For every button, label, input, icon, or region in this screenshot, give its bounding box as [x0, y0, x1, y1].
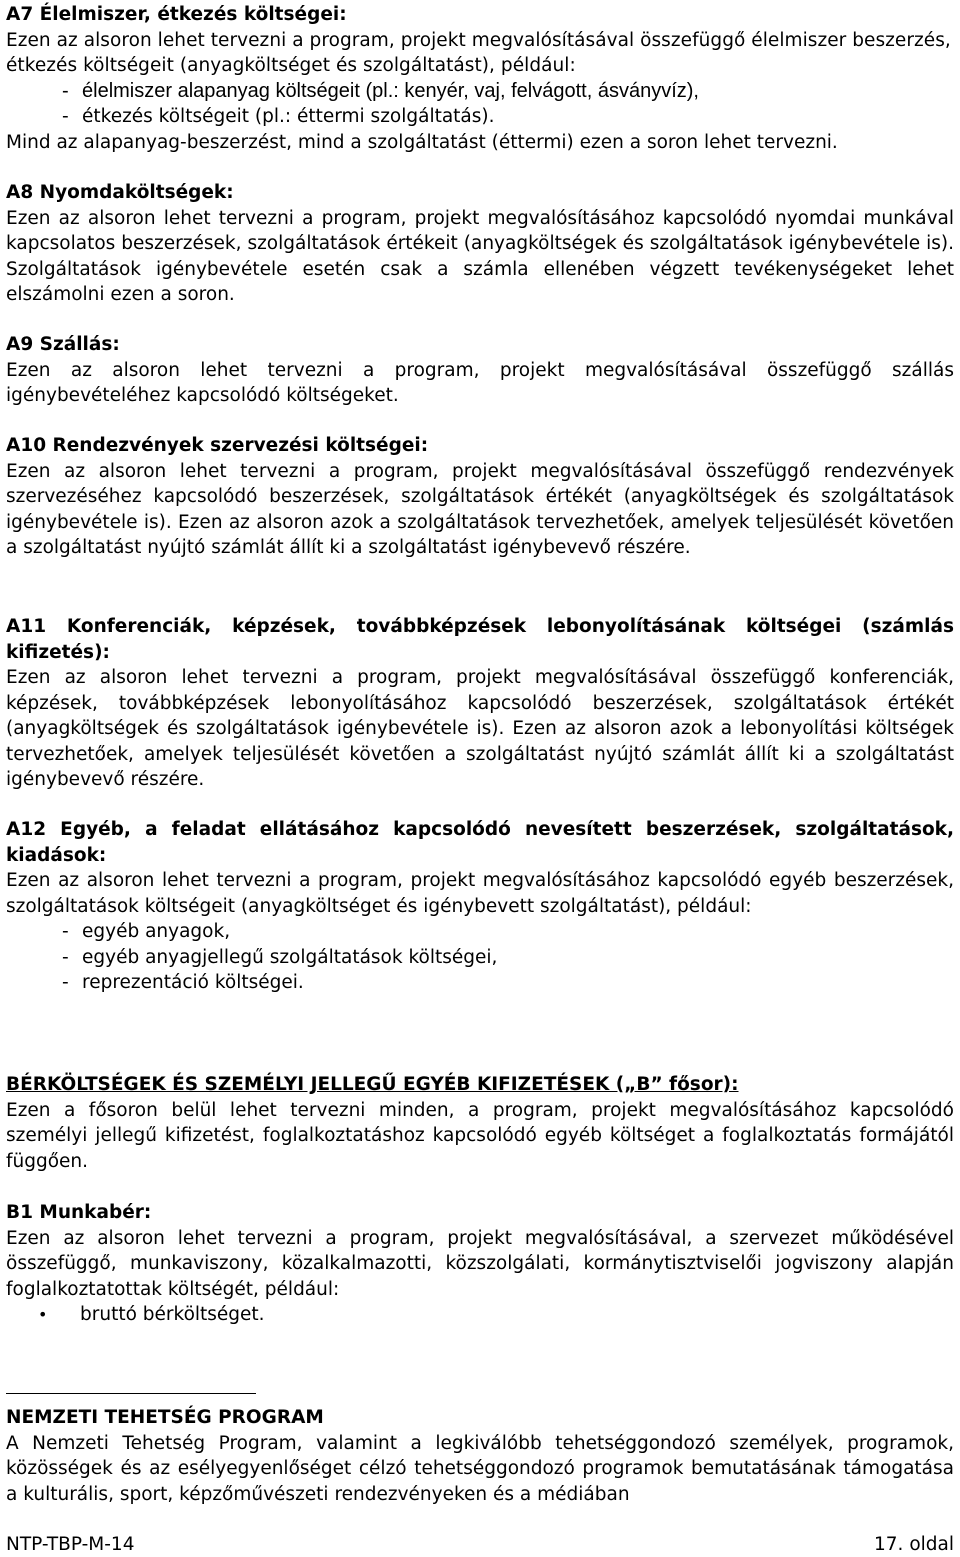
- section-b-title: BÉRKÖLTSÉGEK ÉS SZEMÉLYI JELLEGŰ EGYÉB KIFIZETÉSEK („B” fősor):: [6, 1074, 739, 1095]
- dash-marker: -: [62, 921, 69, 942]
- section-a9-paragraph: Ezen az alsoron lehet tervezni a program, projekt megvalósításával összefüggő szállás igénybevételéhez kapcsolódó költségeket.: [6, 359, 954, 406]
- footnote-divider: [6, 1393, 256, 1394]
- section-a12: [6, 817, 954, 996]
- section-b1: [6, 1200, 954, 1328]
- section-a7: [6, 2, 954, 155]
- dash-marker: -: [62, 79, 69, 102]
- section-b1-title: B1 Munkabér:: [6, 1202, 152, 1223]
- section-a9-title: A9 Szállás:: [6, 334, 120, 355]
- section-a8-title: A8 Nyomdaköltségek:: [6, 182, 234, 203]
- section-a7-title: A7 Élelmiszer, étkezés költségei:: [6, 4, 347, 25]
- section-a10-paragraph: Ezen az alsoron lehet tervezni a program, projekt megvalósításával összefüggő rendezvények szervezéséhez kapcsolódó beszerzések, szolgáltatások értékét (anyagköltségek és szolgáltatások igénybevétele is). Ezen az alsoron azok a szolgáltatások tervezhetőek, amelyek teljesülését követően a szolgáltatást nyújtó számlát állít ki a szolgáltatást igénybevevő részére.: [6, 460, 954, 558]
- list-item: [6, 79, 954, 105]
- list-item-text: bruttó bérköltséget.: [80, 1304, 265, 1325]
- footnote: [6, 1405, 954, 1507]
- section-a10-title: A10 Rendezvények szervezési költségei:: [6, 435, 429, 456]
- section-b: [6, 1072, 954, 1174]
- section-a11-title: A11 Konferenciák, képzések, továbbképzések lebonyolításának költségei (számlás kifizetés):: [6, 616, 954, 663]
- list-item-text: reprezentáció költségei.: [82, 972, 304, 993]
- section-b1-paragraph: Ezen az alsoron lehet tervezni a program, projekt megvalósításával, a szervezet működésével összefüggő, munkaviszony, közalkalmazotti, közszolgálati, kormánytisztviselői jogviszony alapján foglalkoztatottak költségét, például:: [6, 1227, 954, 1300]
- list-item-text: egyéb anyagok,: [82, 921, 231, 942]
- dash-marker: -: [62, 106, 69, 127]
- list-item-text: egyéb anyagjellegű szolgáltatások költségei,: [82, 946, 498, 968]
- list-item-text: élelmiszer alapanyag költségeit (pl.: kenyér, vaj, felvágott, ásványvíz),: [82, 79, 699, 102]
- section-a8-paragraph: Ezen az alsoron lehet tervezni a program, projekt megvalósításához kapcsolódó nyomdai munkával kapcsolatos beszerzések, szolgáltatások értékeit (anyagköltségek és szolgáltatások igénybevétele is). Szolgáltatások igénybevétele esetén csak a számla ellenében végzett tevékenységeket lehet elszámolni ezen a soron.: [6, 207, 954, 305]
- page-footer: [6, 1532, 954, 1557]
- list-item: [6, 104, 954, 130]
- section-a7-paragraph-2: Mind az alapanyag-beszerzést, mind a szolgáltatást (éttermi) ezen a soron lehet tervezni.: [6, 131, 838, 153]
- footnote-paragraph: A Nemzeti Tehetség Program, valamint a legkiválóbb tehetséggondozó személyek, programok, közösségek és az esélyegyenlőséget célzó tehetséggondozó programok bemutatásának támogatása a kulturális, sport, képzőművészeti rendezvényeken és a médiában: [6, 1432, 954, 1505]
- footnote-title: NEMZETI TEHETSÉG PROGRAM: [6, 1407, 324, 1428]
- section-a12-title: A12 Egyéb, a feladat ellátásához kapcsolódó nevesített beszerzések, szolgáltatások, kiadások:: [6, 819, 954, 866]
- section-a12-paragraph: Ezen az alsoron lehet tervezni a program, projekt megvalósításához kapcsolódó egyéb beszerzések, szolgáltatások költségeit (anyagköltséget és igénybevett szolgáltatást), például:: [6, 870, 954, 917]
- section-b-paragraph: Ezen a fősoron belül lehet tervezni minden, a program, projekt megvalósításához kapcsolódó személyi jellegű kifizetést, foglalkoztatáshoz kapcsolódó egyéb költséget a foglalkoztatás formájától függően.: [6, 1099, 954, 1172]
- list-item: [6, 919, 954, 945]
- list-item: [6, 945, 954, 971]
- section-a7-paragraph: Ezen az alsoron lehet tervezni a program, projekt megvalósításával összefüggő élelmiszer beszerzés, étkezés költségeit (anyagköltséget és szolgáltatást), például:: [6, 29, 951, 76]
- section-a9: [6, 332, 954, 409]
- page-number: 17. oldal: [874, 1534, 954, 1555]
- section-a10: [6, 433, 954, 561]
- section-a8: [6, 180, 954, 308]
- dash-marker: -: [62, 972, 69, 993]
- list-item: [6, 1302, 954, 1328]
- document-code: NTP-TBP-M-14: [6, 1534, 135, 1555]
- list-item: [6, 970, 954, 996]
- section-a11: [6, 614, 954, 793]
- bullet-marker: •: [38, 1305, 48, 1324]
- dash-marker: -: [62, 946, 69, 968]
- list-item-text: étkezés költségeit (pl.: éttermi szolgáltatás).: [82, 106, 495, 127]
- section-a11-paragraph: Ezen az alsoron lehet tervezni a program, projekt megvalósításával összefüggő konferenciák, képzések, továbbképzések lebonyolításához kapcsolódó beszerzések, szolgáltatások értékét (anyagköltségek és szolgáltatások igénybevétele is). Ezen az alsoron azok a lebonyolítási költségek tervezhetőek, amelyek teljesülését követően a szolgáltatást nyújtó számlát állít ki a szolgáltatást igénybevevő részére.: [6, 667, 954, 790]
